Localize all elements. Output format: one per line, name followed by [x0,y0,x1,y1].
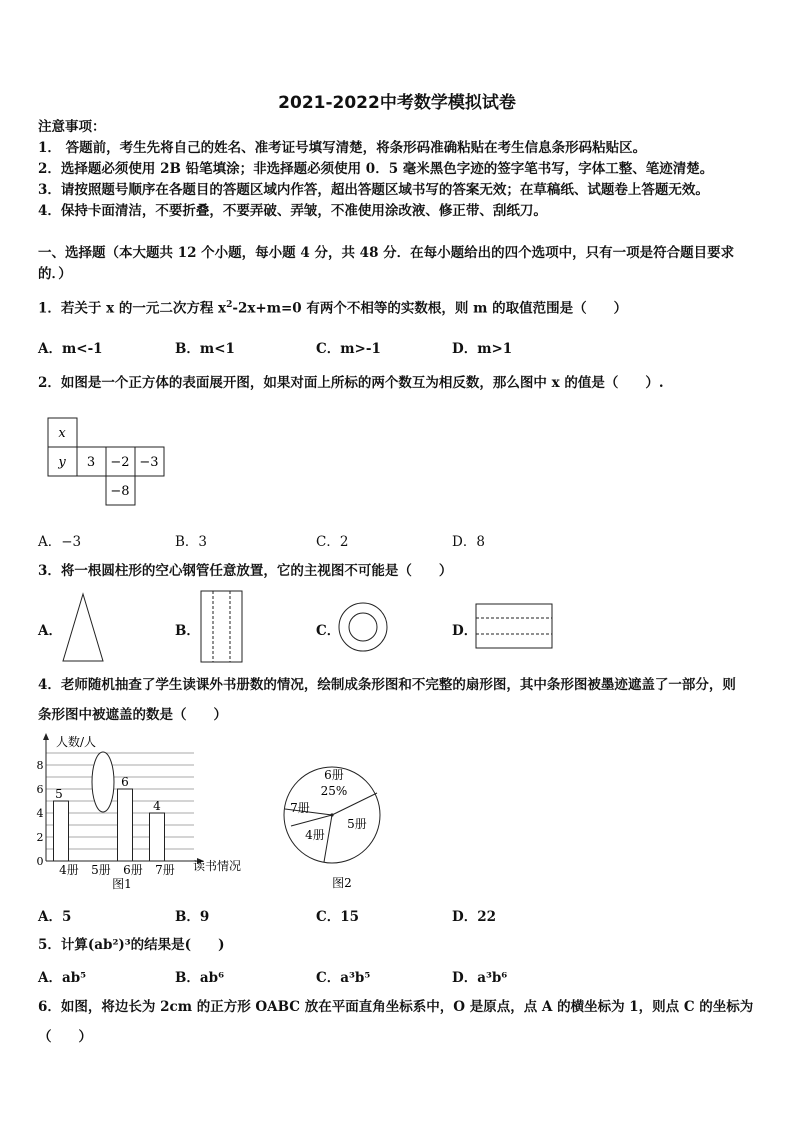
pie-slice-4-label: 4册 [305,828,325,842]
q5-option-a[interactable]: A．ab⁵ [38,970,87,986]
bar-value-label: 4 [153,799,161,813]
notice-item-4: 4．保持卡面清洁，不要折叠，不要弄破、弄皱，不准使用涂改液、修正带、刮纸刀。 [38,203,547,219]
net-3-label: 3 [86,455,96,470]
bar-chart-caption: 图1 [112,877,132,891]
question-1-stem: 1．若关于 x 的一元二次方程 $x^2-2x+m=0$ 有两个不相等的实数根，则 m 的取值范围是（ ） [38,300,628,317]
bar-y-tick-label: 0 [36,855,44,868]
question-5-stem: 5．计算(ab²)³的结果是( ) [38,937,225,953]
q2-option-a[interactable]: A．−3 [38,534,82,550]
q1-option-a[interactable]: A．m<-1 [38,341,103,357]
bar-category-label: 7册 [155,863,175,877]
bar-value-label: 5 [55,787,63,801]
question-2-stem: 2．如图是一个正方体的表面展开图，如果对面上所标的两个数互为相反数，那么图中 x 的值是（ ）. [38,375,664,391]
q3-option-b-label[interactable]: B． [175,623,200,639]
pie-chart-caption: 图2 [332,876,352,890]
bar-value-label: 6 [121,775,129,789]
q1-option-c[interactable]: C．m>-1 [316,341,381,357]
net-y-label: y [58,455,66,470]
pie-slice-5-label: 5册 [347,817,367,831]
bar-4册 [54,801,69,861]
bar-chart-figure [30,730,265,895]
q3-option-c-label[interactable]: C． [316,623,341,639]
q3-option-d-label[interactable]: D． [452,623,478,639]
ring-view-figure [337,601,389,653]
notice-item-2: 2．选择题必须使用 2B 铅笔填涂；非选择题必须使用 0．5 毫米黑色字迹的签字笔书写，字体工整、笔迹清楚。 [38,161,714,177]
bar-y-tick-label: 2 [36,831,44,844]
cube-net-figure [40,412,170,508]
q5-option-c[interactable]: C．a³b⁵ [316,970,371,986]
q4-option-c[interactable]: C．15 [316,909,360,925]
bar-x-axis-label: 读书情况 [193,859,242,873]
net-neg3-label: −3 [139,455,159,470]
q4-option-a[interactable]: A．5 [38,909,72,925]
q2-option-c[interactable]: C．2 [316,534,349,550]
bar-y-tick-label: 8 [36,759,44,772]
q1-option-d[interactable]: D．m>1 [452,341,513,357]
section-heading-cont: 的．） [38,266,72,282]
question-3-stem: 3．将一根圆柱形的空心钢管任意放置，它的主视图不可能是（ ） [38,563,453,579]
net-neg2-label: −2 [110,455,130,470]
bar-7册 [150,813,165,861]
bar-6册 [118,789,133,861]
bar-category-label: 5册 [91,863,111,877]
bar-category-label: 4册 [59,863,79,877]
q2-option-b[interactable]: B．3 [175,534,208,550]
question-4-stem: 4．老师随机抽查了学生读课外书册数的情况，绘制成条形图和不完整的扇形图，其中条形图被墨迹遮盖了一部分，则 [38,677,736,693]
net-x-label: x [58,426,66,441]
rectangle-dashed-horizontal-figure [474,602,554,650]
pie-slice-6-percent: 25% [320,784,348,798]
q5-option-b[interactable]: B．ab⁶ [175,970,225,986]
pie-chart-figure [282,763,387,893]
bar-category-label: 6册 [123,863,143,877]
q1-option-b[interactable]: B．m<1 [175,341,235,357]
notice-item-3: 3．请按照题号顺序在各题目的答题区域内作答，超出答题区域书写的答案无效；在草稿纸、试题卷上答题无效。 [38,182,709,198]
question-6-stem-cont: （ ） [38,1029,92,1045]
pie-slice-6-label: 6册 [324,768,344,782]
question-4-stem-cont: 条形图中被遮盖的数是（ ） [38,707,227,723]
bar-y-tick-label: 6 [36,783,44,796]
notice-item-1: 1． 答题前，考生先将自己的姓名、准考证号填写清楚，将条形码准确粘贴在考生信息条形码粘贴区。 [38,140,647,156]
question-6-stem: 6．如图，将边长为 2cm 的正方形 OABC 放在平面直角坐标系中，O 是原点，点 A 的横坐标为 1，则点 C 的坐标为 [38,999,754,1015]
bar-y-tick-label: 4 [36,807,44,820]
page-title: 2021-2022中考数学模拟试卷 [278,93,516,113]
ink-blot-ellipse [92,752,114,812]
q5-option-d[interactable]: D．a³b⁶ [452,970,508,986]
bar-y-axis-label: 人数/人 [56,735,97,749]
q3-option-a-label[interactable]: A． [38,623,62,639]
net-neg8-label: −8 [110,484,130,499]
pie-slice-7-label: 7册 [290,801,310,815]
q4-option-b[interactable]: B．9 [175,909,210,925]
notice-heading: 注意事项： [38,119,106,135]
section-heading: 一、选择题（本大题共 12 个小题，每小题 4 分，共 48 分．在每小题给出的四个选项中，只有一项是符合题目要求 [38,245,735,261]
rectangle-dashed-vertical-figure [198,589,246,665]
q2-option-d[interactable]: D．8 [452,534,485,550]
triangle-view-figure [60,591,106,663]
q4-option-d[interactable]: D．22 [452,909,496,925]
